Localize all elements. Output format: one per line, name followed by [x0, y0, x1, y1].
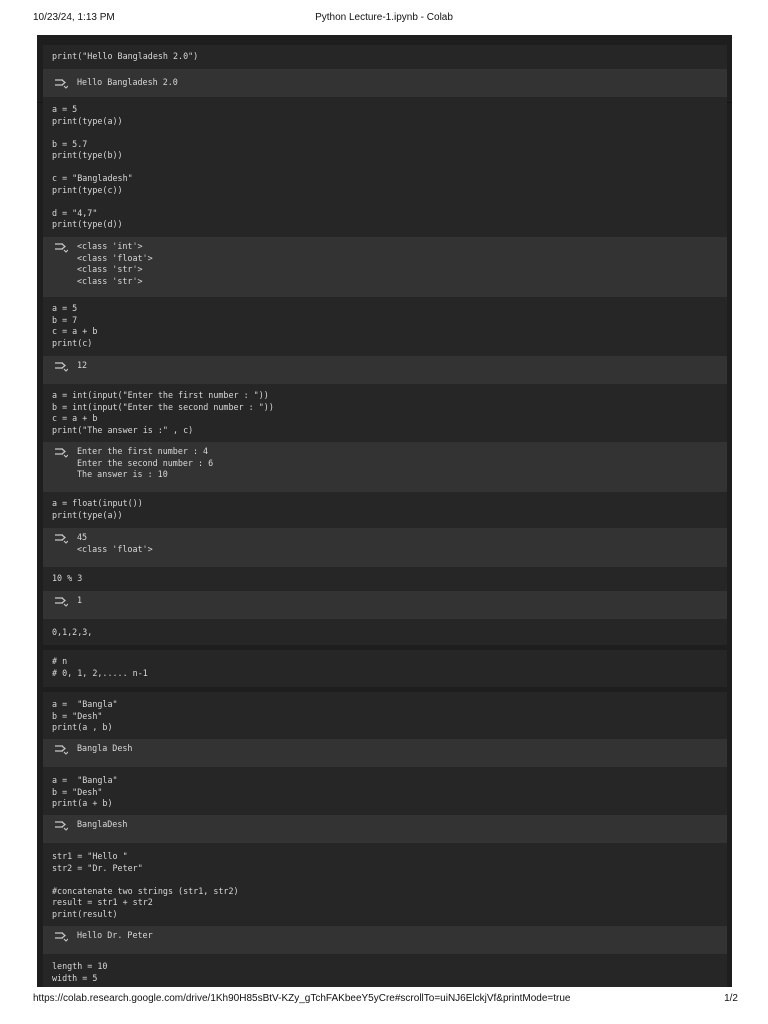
output-toggle-icon[interactable]	[54, 743, 68, 755]
code-text[interactable]: a = 5 b = 7 c = a + b print(c)	[52, 303, 98, 348]
output-toggle-icon[interactable]	[54, 446, 68, 458]
code-cell[interactable]	[43, 567, 727, 591]
output-cell	[43, 926, 727, 954]
code-text[interactable]: a = 5 print(type(a)) b = 5.7 print(type(b)) c = "Bangladesh" print(type(c)) d = "4,7" print(type(d))	[52, 104, 133, 229]
output-toggle-icon[interactable]	[54, 595, 68, 607]
output-text: <class 'int'> <class 'float'> <class 'str'> <class 'str'>	[77, 241, 153, 286]
output-toggle-icon[interactable]	[54, 930, 68, 942]
output-text: Enter the first number : 4 Enter the second number : 6 The answer is : 10	[77, 446, 214, 479]
print-date: 10/23/24, 1:13 PM	[33, 12, 115, 23]
code-cell[interactable]	[43, 619, 727, 645]
code-cell[interactable]	[43, 384, 727, 442]
code-cell[interactable]	[43, 97, 727, 237]
code-text[interactable]: length = 10 width = 5	[52, 961, 108, 983]
code-cell[interactable]	[43, 767, 727, 815]
output-cell	[43, 528, 727, 567]
code-cell[interactable]	[43, 954, 727, 987]
page-number: 1/2	[724, 993, 738, 1004]
code-cell[interactable]	[43, 692, 727, 739]
page-url: https://colab.research.google.com/drive/1Kh90H85sBtV-KZy_gTchFAKbeeY5yCre#scrollTo=uiNJ6ElckjVf&printMode=true	[33, 993, 571, 1004]
code-cell[interactable]	[43, 297, 727, 356]
code-cell[interactable]	[43, 843, 727, 926]
output-text: 45 <class 'float'>	[77, 532, 153, 554]
output-toggle-icon[interactable]	[54, 77, 68, 89]
code-text[interactable]: a = "Bangla" b = "Desh" print(a , b)	[52, 699, 118, 732]
output-cell	[43, 815, 727, 843]
code-text[interactable]: a = int(input("Enter the first number : ")) b = int(input("Enter the second number : ")) c = a + b print("The answer is :" , c)	[52, 390, 274, 435]
code-text[interactable]: a = "Bangla" b = "Desh" print(a + b)	[52, 775, 118, 808]
code-cell[interactable]	[43, 650, 727, 687]
output-toggle-icon[interactable]	[54, 819, 68, 831]
output-text: Hello Bangladesh 2.0	[77, 77, 178, 87]
output-cell	[43, 591, 727, 619]
output-text: Bangla Desh	[77, 743, 133, 753]
output-text: 1	[77, 595, 83, 605]
output-cell	[43, 69, 727, 97]
code-text[interactable]: 0,1,2,3,	[52, 627, 93, 637]
output-cell	[43, 739, 727, 767]
code-text[interactable]: a = float(input()) print(type(a))	[52, 498, 143, 520]
code-cell[interactable]	[43, 45, 727, 69]
output-text: Hello Dr. Peter	[77, 930, 153, 940]
code-text[interactable]: # n # 0, 1, 2,..... n-1	[52, 656, 148, 678]
output-text: 12	[77, 360, 88, 370]
notebook-area[interactable]	[37, 35, 732, 987]
output-toggle-icon[interactable]	[54, 360, 68, 372]
output-text: BanglaDesh	[77, 819, 128, 829]
output-cell	[43, 237, 727, 297]
output-cell	[43, 442, 727, 492]
page-title: Python Lecture-1.ipynb - Colab	[315, 12, 453, 23]
code-cell[interactable]	[43, 492, 727, 528]
code-text[interactable]: str1 = "Hello " str2 = "Dr. Peter" #concatenate two strings (str1, str2) result = str1 + str2 print(result)	[52, 851, 239, 919]
output-toggle-icon[interactable]	[54, 532, 68, 544]
code-text[interactable]: print("Hello Bangladesh 2.0")	[52, 51, 199, 61]
output-toggle-icon[interactable]	[54, 241, 68, 253]
output-cell	[43, 356, 727, 384]
code-text[interactable]: 10 % 3	[52, 573, 83, 583]
